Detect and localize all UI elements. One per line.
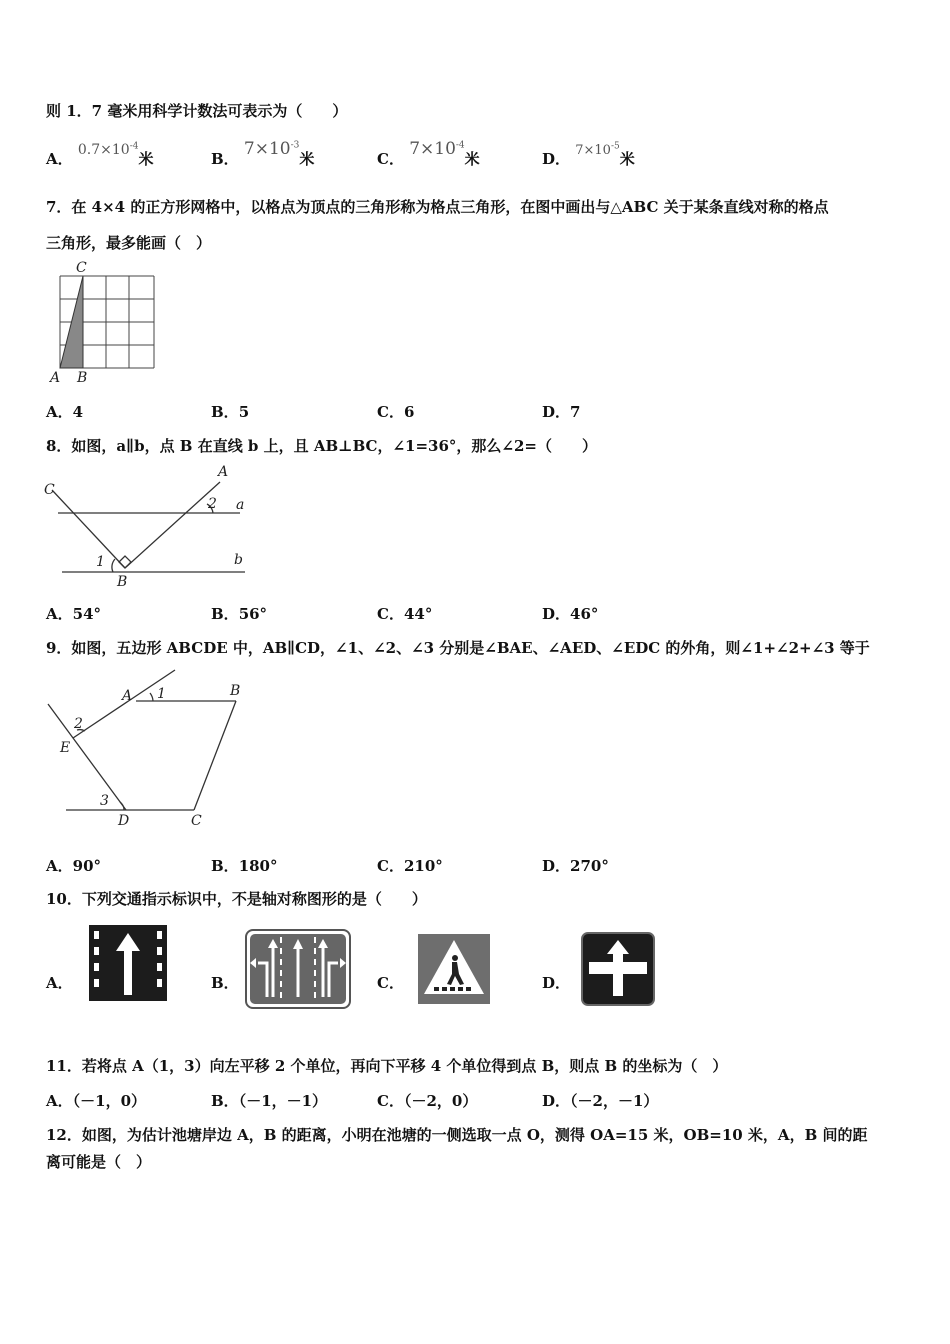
q11-stem: 11．若将点 A（1，3）向左平移 2 个单位，再向下平移 4 个单位得到点 B，则点 B 的坐标为（ ） (46, 1057, 728, 1075)
q8-option-c[interactable]: C．44° (377, 605, 433, 623)
q11-option-c[interactable]: C．（－2，0） (377, 1092, 478, 1110)
q7-option-b[interactable]: B．5 (211, 403, 250, 421)
q7-stem-line2: 三角形，最多能画（ ） (46, 234, 212, 252)
label-angle-2: 2 (74, 716, 83, 732)
q9-option-d[interactable]: D．270° (542, 857, 609, 875)
q9-stem: 9．如图，五边形 ABCDE 中，AB∥CD，∠1、∠2、∠3 分别是∠BAE、∠AED、∠EDC 的外角，则∠1+∠2+∠3 等于 (46, 639, 870, 657)
q10-option-d[interactable]: D． (542, 974, 571, 992)
q7-option-a[interactable]: A．4 (46, 403, 84, 421)
label-c: C (191, 813, 202, 829)
q12-stem-line1: 12．如图，为估计池塘岸边 A，B 的距离，小明在池塘的一侧选取一点 O，测得 OA=15 米，OB=10 米，A，B 间的距 (46, 1126, 868, 1144)
q10-option-a[interactable]: A． (46, 974, 73, 992)
q6-option-b-expression: $7\times 10^{-3}$ (243, 139, 300, 159)
straight-arrow-sign-icon (89, 925, 167, 1001)
label-a: A (218, 464, 229, 480)
q6-option-c[interactable]: C． $7\times 10^{-4}$米 (377, 139, 480, 168)
q7-stem-line1: 7．在 4×4 的正方形网格中，以格点为顶点的三角形称为格点三角形，在图中画出与△ABC 关于某条直线对称的格点 (46, 198, 829, 216)
label-angle-3: 3 (100, 793, 109, 809)
label-a: A (50, 370, 61, 386)
q10-option-b[interactable]: B． (211, 974, 239, 992)
pedestrian-crossing-sign-icon (418, 934, 490, 1004)
q8-stem: 8．如图，a∥b，点 B 在直线 b 上，且 AB⊥BC，∠1=36°，那么∠2=（ ） (46, 437, 597, 455)
q10-option-c[interactable]: C． (377, 974, 404, 992)
label-angle-2: 2 (208, 496, 217, 512)
q6-option-a-expression: $0.7\times 10^{-4}$ (77, 141, 139, 158)
q12-stem-line2: 离可能是（ ） (46, 1153, 152, 1171)
q7-option-c[interactable]: C．6 (377, 403, 415, 421)
label-b: B (117, 574, 128, 590)
label-angle-1: 1 (96, 554, 105, 570)
q9-pentagon-figure (40, 662, 255, 834)
q11-option-d[interactable]: D．（－2，－1） (542, 1092, 659, 1110)
label-e: E (60, 740, 71, 756)
intersection-sign-icon (581, 932, 655, 1006)
q6-stem: 则 1．7 毫米用科学计数法可表示为（ ） (46, 102, 348, 120)
q9-option-b[interactable]: B．180° (211, 857, 278, 875)
q9-option-c[interactable]: C．210° (377, 857, 443, 875)
label-angle-1: 1 (157, 686, 166, 702)
label-b: B (230, 683, 241, 699)
label-a: A (122, 688, 133, 704)
label-c: C (76, 260, 87, 276)
q6-option-d-expression: $7\times 10^{-5}$ (575, 141, 620, 158)
q6-option-a[interactable]: A． $0.7\times 10^{-4}$米 (46, 141, 154, 168)
label-d: D (118, 813, 130, 829)
q11-option-b[interactable]: B．（－1，－1） (211, 1092, 328, 1110)
q11-option-a[interactable]: A．（－1，0） (46, 1092, 147, 1110)
q7-grid-figure (46, 262, 161, 387)
q6-option-d[interactable]: D． $7\times 10^{-5}$米 (542, 141, 635, 168)
label-b: B (77, 370, 88, 386)
q10-stem: 10．下列交通指示标识中，不是轴对称图形的是（ ） (46, 890, 427, 908)
q8-option-b[interactable]: B．56° (211, 605, 268, 623)
q8-parallel-lines-figure (40, 460, 255, 590)
q8-option-a[interactable]: A．54° (46, 605, 102, 623)
q8-option-d[interactable]: D．46° (542, 605, 599, 623)
q9-option-a[interactable]: A．90° (46, 857, 102, 875)
label-line-a: a (236, 497, 245, 513)
label-line-b: b (234, 552, 243, 568)
q6-option-b[interactable]: B． $7\times 10^{-3}$米 (211, 139, 315, 168)
lane-direction-sign-icon (245, 929, 351, 1009)
q7-option-d[interactable]: D．7 (542, 403, 581, 421)
label-c: C (44, 482, 55, 498)
q6-option-c-expression: $7\times 10^{-4}$ (409, 139, 465, 159)
